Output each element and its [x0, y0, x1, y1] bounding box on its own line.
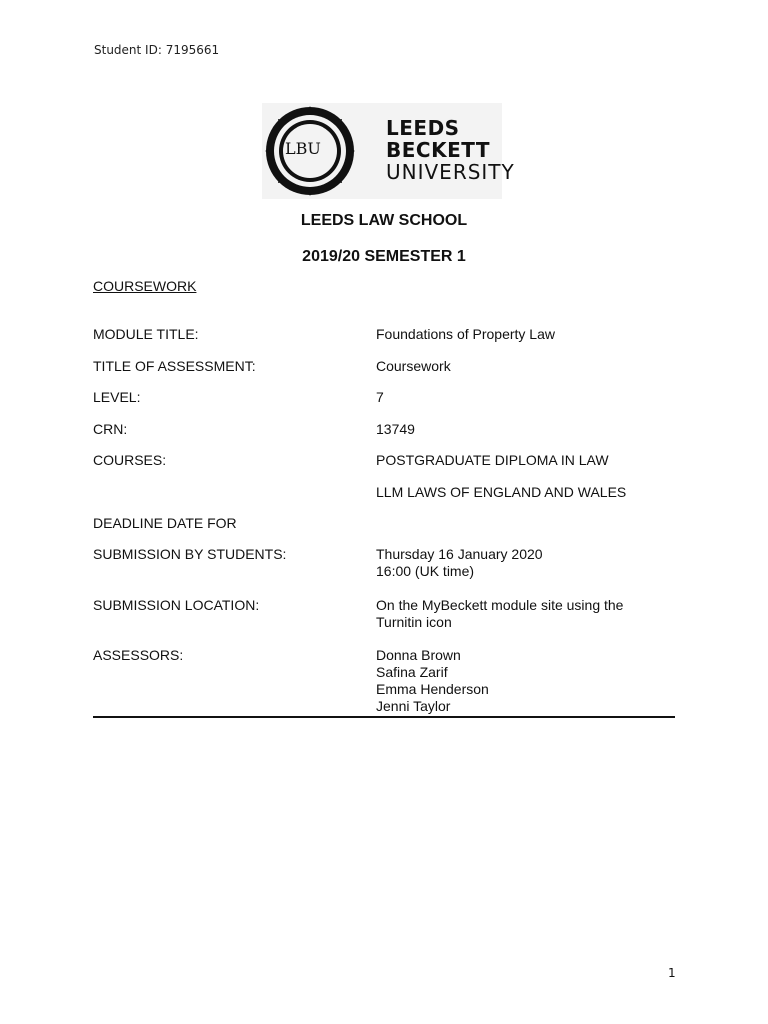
module-title-label: MODULE TITLE: — [93, 326, 199, 342]
courses-value-1: POSTGRADUATE DIPLOMA IN LAW — [376, 452, 609, 468]
module-title-value: Foundations of Property Law — [376, 326, 555, 342]
assessment-title-label: TITLE OF ASSESSMENT: — [93, 358, 256, 374]
student-id: Student ID: 7195661 — [94, 43, 220, 57]
semester-title: 2019/20 SEMESTER 1 — [302, 248, 466, 265]
horizontal-rule — [93, 716, 675, 718]
assessor-name-4: Jenni Taylor — [376, 698, 451, 714]
crn-value: 13749 — [376, 421, 415, 437]
level-value: 7 — [376, 389, 384, 405]
assessor-name-3: Emma Henderson — [376, 681, 489, 697]
assessors-label: ASSESSORS: — [93, 647, 184, 663]
location-value-line1: On the MyBeckett module site using the — [376, 597, 624, 613]
deadline-value-line2: 16:00 (UK time) — [376, 563, 475, 579]
logo-line-3: UNIVERSITY — [386, 160, 515, 184]
assessor-name-2: Safina Zarif — [376, 664, 448, 680]
assessor-name-1: Donna Brown — [376, 647, 461, 663]
location-label: SUBMISSION LOCATION: — [93, 597, 260, 613]
courses-value-2: LLM LAWS OF ENGLAND AND WALES — [376, 484, 627, 500]
level-label: LEVEL: — [93, 389, 141, 405]
location-value-line2: Turnitin icon — [376, 614, 452, 630]
section-heading: COURSEWORK — [93, 278, 197, 294]
deadline-label-line2: SUBMISSION BY STUDENTS: — [93, 546, 287, 562]
logo-line-2: BECKETT — [386, 138, 490, 162]
deadline-label-line1: DEADLINE DATE FOR — [93, 515, 237, 531]
university-logo — [262, 103, 515, 199]
crn-label: CRN: — [93, 421, 128, 437]
logo-line-1: LEEDS — [386, 116, 460, 140]
logo-monogram: LBU — [285, 139, 321, 158]
page-number: 1 — [668, 966, 676, 980]
logo-wordmark — [386, 117, 515, 183]
deadline-value-line1: Thursday 16 January 2020 — [376, 546, 543, 562]
courses-label: COURSES: — [93, 452, 167, 468]
assessment-title-value: Coursework — [376, 358, 451, 374]
school-title: LEEDS LAW SCHOOL — [300, 212, 468, 229]
